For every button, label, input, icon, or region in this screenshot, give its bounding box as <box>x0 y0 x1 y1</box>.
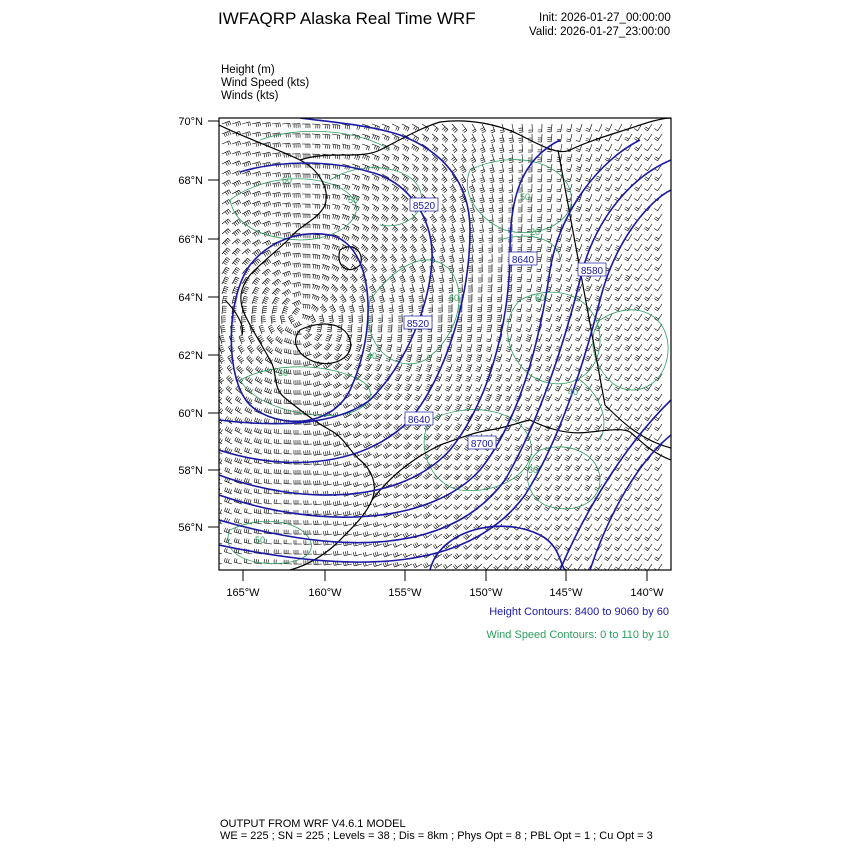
valid-time: Valid: 2026-01-27_23:00:00 <box>529 26 671 38</box>
map-plot-area <box>219 118 671 570</box>
field-label-height: Height (m) <box>221 64 275 76</box>
init-time: Init: 2026-01-27_00:00:00 <box>539 12 671 24</box>
field-label-winds: Winds (kts) <box>221 90 279 102</box>
map-title: IWFAQRP Alaska Real Time WRF <box>218 9 476 28</box>
field-label-wind-speed: Wind Speed (kts) <box>221 77 310 89</box>
